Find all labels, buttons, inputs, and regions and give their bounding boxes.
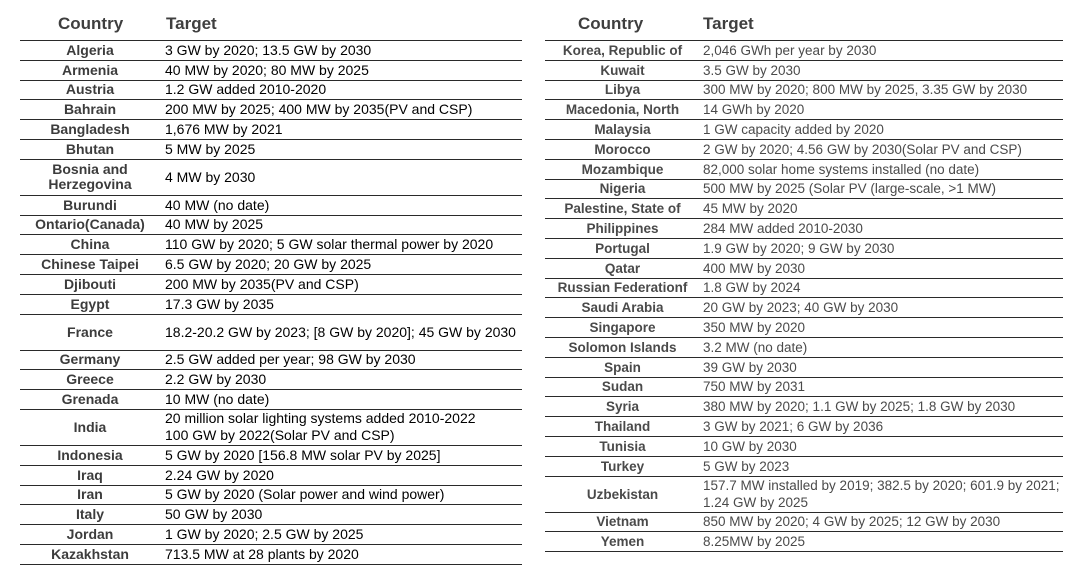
target-cell: 14 GWh by 2020 <box>703 102 805 118</box>
country-cell: Bahrain <box>63 101 117 118</box>
table-row <box>20 160 522 196</box>
country-column-header: Country <box>58 14 124 33</box>
table-row <box>20 505 522 525</box>
target-cell: 1 GW capacity added by 2020 <box>703 122 884 138</box>
right-table <box>545 10 1063 552</box>
table-row <box>20 466 522 486</box>
country-cell: Djibouti <box>63 275 117 292</box>
country-cell: Philippines <box>586 221 659 237</box>
country-cell: Syria <box>605 399 640 415</box>
target-cell: 713.5 MW at 28 plants by 2020 <box>165 545 359 562</box>
country-cell: Saudi Arabia <box>581 300 664 316</box>
table-row <box>545 259 1063 279</box>
country-cell: France <box>67 323 113 340</box>
target-cell: 1 GW by 2020; 2.5 GW by 2025 <box>165 526 364 543</box>
country-cell: Thailand <box>594 419 651 435</box>
target-cell: 20 GW by 2023; 40 GW by 2030 <box>703 300 899 316</box>
target-cell: 3.5 GW by 2030 <box>703 62 801 78</box>
target-cell: 40 MW by 2020; 80 MW by 2025 <box>165 61 369 78</box>
table-row <box>20 351 522 371</box>
table-row <box>545 100 1063 120</box>
table-row <box>20 81 522 101</box>
country-cell: Morocco <box>594 141 651 157</box>
target-cell: 1.8 GW by 2024 <box>703 280 801 296</box>
table-row <box>545 437 1063 457</box>
target-cell: 2.24 GW by 2020 <box>165 466 274 483</box>
table-row <box>20 41 522 61</box>
target-cell: 17.3 GW by 2035 <box>165 295 274 312</box>
country-cell: Bhutan <box>65 140 115 157</box>
target-cell: 200 MW by 2025; 400 MW by 2035(PV and CSP) <box>165 101 473 118</box>
country-cell: Malaysia <box>594 122 651 138</box>
table-row <box>20 196 522 216</box>
target-cell: 200 MW by 2035(PV and CSP) <box>165 275 359 292</box>
table-row <box>545 513 1063 533</box>
target-cell: 5 GW by 2020 (Solar power and wind power) <box>165 486 445 503</box>
target-cell: 39 GW by 2030 <box>703 359 797 375</box>
table-row <box>20 486 522 506</box>
country-cell: Indonesia <box>57 446 123 463</box>
table-row <box>545 338 1063 358</box>
table-row <box>545 199 1063 219</box>
table-row <box>20 315 522 351</box>
target-cell: 350 MW by 2020 <box>703 320 806 336</box>
target-column-header: Target <box>166 14 217 33</box>
country-cell: Vietnam <box>596 514 649 530</box>
target-cell: 110 GW by 2020; 5 GW solar thermal power by 2020 <box>165 236 494 253</box>
table-row <box>545 477 1063 513</box>
table-row <box>545 417 1063 437</box>
country-cell: Iran <box>77 486 103 503</box>
left-table <box>20 10 522 565</box>
country-cell: Solomon Islands <box>568 339 677 355</box>
target-cell: 284 MW added 2010-2030 <box>703 221 863 237</box>
country-cell: Portugal <box>595 240 650 256</box>
table-row <box>20 216 522 236</box>
country-cell: Chinese Taipei <box>41 256 139 273</box>
target-cell: 4 MW by 2030 <box>165 168 256 185</box>
table-row <box>20 545 522 565</box>
country-cell: Korea, Republic of <box>562 42 683 58</box>
country-cell: Singapore <box>589 320 656 336</box>
country-cell: Grenada <box>61 391 119 408</box>
country-cell: Mozambique <box>581 161 664 177</box>
country-cell: China <box>70 236 110 253</box>
target-cell: 2.5 GW added per year; 98 GW by 2030 <box>165 351 416 368</box>
country-cell: Italy <box>75 506 104 523</box>
table-row <box>545 140 1063 160</box>
target-cell: 850 MW by 2020; 4 GW by 2025; 12 GW by 2030 <box>703 514 1001 530</box>
country-cell: Palestine, State of <box>564 201 681 217</box>
country-cell: Iraq <box>77 466 103 483</box>
target-line: 20 million solar lighting systems added 2010-2022 <box>165 410 476 427</box>
table-row <box>545 239 1063 259</box>
table-row <box>20 120 522 140</box>
table-row <box>545 180 1063 200</box>
table-row <box>545 532 1063 552</box>
target-cell: 8.25MW by 2025 <box>703 534 806 550</box>
table-row <box>20 370 522 390</box>
right-table-body <box>545 41 1063 552</box>
table-row <box>20 61 522 81</box>
country-cell: Uzbekistan <box>586 486 659 502</box>
target-cell: 157.7 MW installed by 2019; 382.5 by 2020; 601.9 by 2021; 1.24 GW by 2025 <box>703 478 1060 511</box>
target-cell: 1,676 MW by 2021 <box>165 121 283 138</box>
target-cell: 5 GW by 2020 [156.8 MW solar PV by 2025] <box>165 446 441 463</box>
table-row <box>20 295 522 315</box>
country-cell: Kazakhstan <box>51 545 129 562</box>
target-cell: 2 GW by 2020; 4.56 GW by 2030(Solar PV and CSP) <box>703 141 1022 157</box>
table-row <box>20 525 522 545</box>
table-row <box>20 446 522 466</box>
table-row <box>545 397 1063 417</box>
country-cell: Tunisia <box>599 438 646 454</box>
country-cell: Bosnia and Herzegovina <box>48 161 132 193</box>
table-row <box>545 41 1063 61</box>
target-cell: 10 MW (no date) <box>165 391 270 408</box>
country-cell: India <box>73 418 107 435</box>
target-cell: 2,046 GWh per year by 2030 <box>703 42 877 58</box>
table-row <box>545 219 1063 239</box>
table-row <box>545 358 1063 378</box>
table-row <box>545 378 1063 398</box>
country-cell: Greece <box>66 371 114 388</box>
country-cell: Russian Federationf <box>557 280 688 296</box>
left-table-header <box>20 10 522 41</box>
target-cell: 40 MW by 2025 <box>165 216 264 233</box>
target-cell: 380 MW by 2020; 1.1 GW by 2025; 1.8 GW by 2030 <box>703 399 1016 415</box>
table-row <box>545 457 1063 477</box>
target-cell: 5 MW by 2025 <box>165 140 256 157</box>
table-row <box>20 100 522 120</box>
target-cell: 3.2 MW (no date) <box>703 339 808 355</box>
target-cell: 10 GW by 2030 <box>703 438 797 454</box>
target-cell: 5 GW by 2023 <box>703 458 790 474</box>
target-cell: 1.2 GW added 2010-2020 <box>165 81 327 98</box>
table-row <box>20 275 522 295</box>
target-cell: 82,000 solar home systems installed (no date) <box>703 161 980 177</box>
country-cell: Kuwait <box>600 62 645 78</box>
country-cell: Jordan <box>66 526 114 543</box>
target-column-header: Target <box>703 14 754 33</box>
left-table-body <box>20 41 522 565</box>
country-cell: Germany <box>59 351 121 368</box>
table-row <box>545 298 1063 318</box>
target-cell <box>160 410 522 444</box>
country-cell: Nigeria <box>599 181 646 197</box>
table-row <box>20 140 522 160</box>
table-row <box>545 279 1063 299</box>
right-table-header <box>545 10 1063 41</box>
country-cell: Libya <box>604 82 641 98</box>
country-cell: Armenia <box>61 61 119 78</box>
country-cell: Egypt <box>70 295 110 312</box>
table-row <box>545 318 1063 338</box>
table-row <box>545 160 1063 180</box>
country-cell: Spain <box>604 359 641 375</box>
table-row <box>20 235 522 255</box>
country-cell: Yemen <box>600 534 645 550</box>
target-cell: 45 MW by 2020 <box>703 201 798 217</box>
target-cell: 300 MW by 2020; 800 MW by 2025, 3.35 GW by 2030 <box>703 82 1028 98</box>
country-column-header: Country <box>578 14 644 33</box>
table-row <box>545 61 1063 81</box>
table-row <box>545 81 1063 101</box>
country-cell: Ontario(Canada) <box>35 216 145 233</box>
country-cell: Sudan <box>601 379 644 395</box>
country-cell: Qatar <box>604 260 641 276</box>
country-cell: Burundi <box>63 196 117 213</box>
target-cell: 3 GW by 2021; 6 GW by 2036 <box>703 419 884 435</box>
target-cell: 1.9 GW by 2020; 9 GW by 2030 <box>703 240 895 256</box>
target-cell: 6.5 GW by 2020; 20 GW by 2025 <box>165 256 372 273</box>
country-cell: Macedonia, North <box>565 102 680 118</box>
country-cell: Bangladesh <box>50 121 130 138</box>
target-cell: 2.2 GW by 2030 <box>165 371 267 388</box>
target-cell: 40 MW (no date) <box>165 196 270 213</box>
country-cell: Algeria <box>66 41 114 58</box>
target-cell: 750 MW by 2031 <box>703 379 806 395</box>
country-cell: Austria <box>65 81 115 98</box>
target-cell: 18.2-20.2 GW by 2023; [8 GW by 2020]; 45 GW by 2030 <box>165 323 516 340</box>
target-cell: 50 GW by 2030 <box>165 506 263 523</box>
target-cell: 3 GW by 2020; 13.5 GW by 2030 <box>165 41 372 58</box>
country-cell: Turkey <box>600 458 645 474</box>
target-line: 100 GW by 2022(Solar PV and CSP) <box>165 427 395 444</box>
table-row <box>545 120 1063 140</box>
target-cell: 400 MW by 2030 <box>703 260 806 276</box>
table-row <box>20 255 522 275</box>
target-cell: 500 MW by 2025 (Solar PV (large-scale, >1 MW) <box>703 181 996 197</box>
table-row <box>20 410 522 446</box>
table-row <box>20 390 522 410</box>
